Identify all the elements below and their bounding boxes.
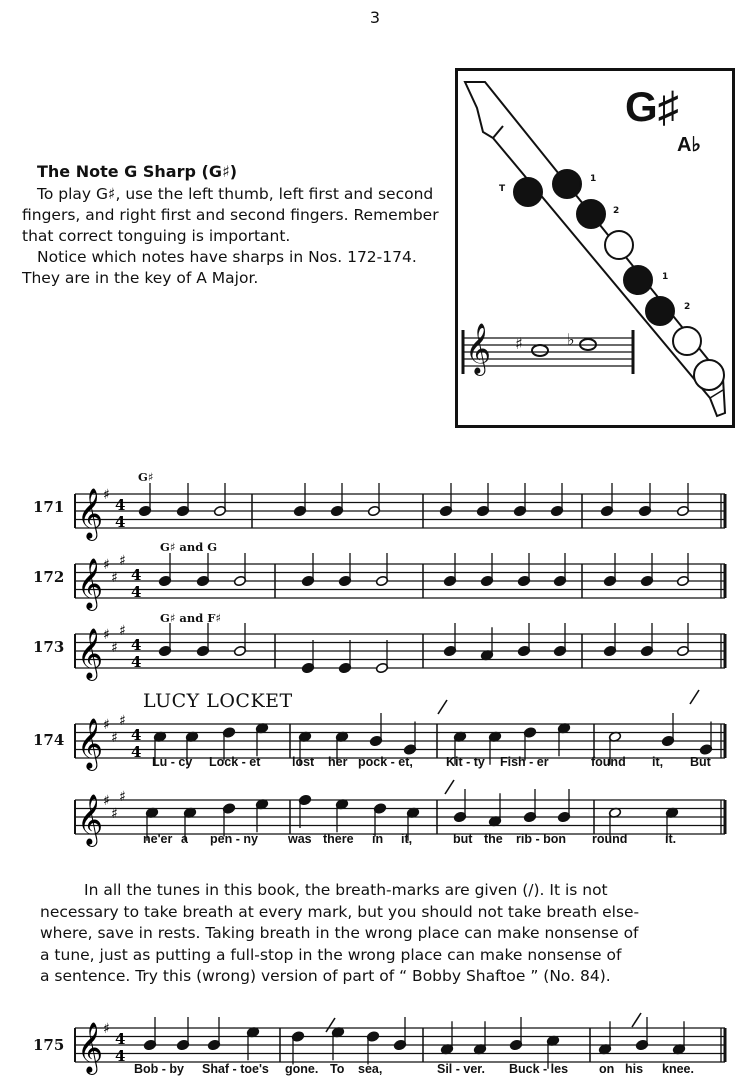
lyric: her: [328, 755, 348, 769]
lyric: found: [591, 755, 626, 769]
lyric: the: [484, 832, 503, 846]
key-sharp-icon: ♯: [111, 729, 118, 746]
intro-line-1: To play G♯, use the left thumb, left first and second: [37, 185, 434, 203]
time-sig-top: 4: [131, 636, 142, 654]
sharp-icon: ♯: [515, 334, 523, 353]
lyric: To: [330, 1062, 345, 1076]
exercise-number-174: 174: [33, 731, 65, 749]
label-thumb: T: [499, 184, 506, 194]
lyric: ne'er: [143, 832, 173, 846]
lyric: Lu - cy: [152, 755, 193, 769]
lyric: it,: [401, 832, 413, 846]
breath-mark-icon: [438, 700, 447, 714]
key-sharp-icon: ♯: [119, 552, 126, 569]
lyric: Shaf - toe's: [202, 1062, 269, 1076]
label-r1: 1: [662, 272, 669, 282]
key-sharp-icon: ♯: [111, 569, 118, 586]
annotation-173: G♯ and F♯: [160, 611, 221, 625]
lyric: Buck - les: [509, 1062, 569, 1076]
lyric: pock - et,: [358, 755, 413, 769]
time-sig-top: 4: [115, 496, 126, 514]
lyric: on: [599, 1062, 615, 1076]
breath-mark-icon: [632, 1013, 641, 1027]
section-heading: The Note G Sharp (G♯): [37, 162, 238, 181]
exercise-number-171: 171: [33, 498, 65, 516]
time-sig-top: 4: [115, 1030, 126, 1048]
body-line-4: a tune, just as putting a full-stop in the wrong place can make nonsense of: [40, 945, 622, 964]
annotation-172: G♯ and G: [160, 540, 218, 554]
time-sig-top: 4: [131, 726, 142, 744]
breath-marks-paragraph: [40, 880, 730, 988]
lyric: lost: [292, 755, 315, 769]
key-sharp-icon: ♯: [119, 622, 126, 639]
body-line-3: where, save in rests. Taking breath in the wrong place can make nonsense of: [40, 924, 639, 942]
annotation-171: G♯: [138, 470, 154, 484]
lyric: it,: [652, 755, 664, 769]
lyric: Kit - ty: [446, 755, 485, 769]
flat-icon: ♭: [567, 330, 575, 349]
lyric: in: [372, 832, 384, 846]
time-sig-bottom: 4: [115, 1047, 126, 1065]
key-sharp-icon: ♯: [119, 788, 126, 805]
lyric: sea,: [358, 1062, 383, 1076]
label-r2: 2: [684, 302, 691, 312]
treble-clef-icon: 𝄞: [465, 323, 492, 374]
body-line-2: necessary to take breath at every mark, but you should not take breath else-: [40, 902, 640, 921]
lyric: his: [625, 1062, 644, 1076]
key-sharp-icon: ♯: [103, 717, 110, 733]
treble-clef-icon: 𝄞: [77, 558, 104, 609]
lyric: but: [453, 832, 473, 846]
lyric: pen - ny: [210, 832, 258, 846]
time-sig-bottom: 4: [115, 513, 126, 531]
lyric: round: [592, 832, 628, 846]
note-name-aflat: A♭: [677, 134, 701, 156]
intro-line-4: Notice which notes have sharps in Nos. 172-174.: [37, 248, 417, 266]
breath-mark-icon: [690, 690, 699, 704]
key-sharp-icon: ♯: [103, 627, 110, 643]
exercise-number-175: 175: [33, 1036, 65, 1054]
intro-line-3: that correct tonguing is important.: [22, 227, 291, 245]
treble-clef-icon: 𝄞: [77, 1022, 104, 1073]
exercise-number-173: 173: [33, 638, 65, 656]
lyric: a: [181, 832, 188, 846]
label-l2: 2: [613, 206, 620, 216]
key-sharp-icon: ♯: [111, 805, 118, 822]
intro-line-5: They are in the key of A Major.: [22, 269, 259, 287]
lyric: But: [690, 755, 711, 769]
time-sig-bottom: 4: [131, 743, 142, 761]
intro-line-2: fingers, and right first and second fingers. Remember: [22, 206, 439, 224]
treble-clef-icon: 𝄞: [77, 488, 104, 539]
lyric: Bob - by: [134, 1062, 184, 1076]
time-sig-top: 4: [131, 566, 142, 584]
lyric: gone.: [285, 1062, 319, 1076]
page-number: 3: [369, 8, 381, 27]
body-line-1: In all the tunes in this book, the breath-marks are given (/). It is not: [84, 881, 608, 899]
lyric: there: [323, 832, 354, 846]
treble-clef-icon: 𝄞: [77, 628, 104, 679]
key-sharp-icon: ♯: [103, 487, 110, 503]
lyric: Fish - er: [500, 755, 549, 769]
lyric: Sil - ver.: [437, 1062, 485, 1076]
song-title: LUCY LOCKET: [143, 690, 293, 712]
treble-clef-icon: 𝄞: [77, 794, 104, 845]
lyric: was: [288, 832, 312, 846]
note-name-gsharp: G♯: [625, 83, 679, 130]
exercise-number-172: 172: [33, 568, 65, 586]
key-sharp-icon: ♯: [103, 557, 110, 573]
lyric: knee.: [662, 1062, 694, 1076]
label-l1: 1: [590, 174, 597, 184]
treble-clef-icon: 𝄞: [77, 718, 104, 769]
lyric: rib - bon: [516, 832, 566, 846]
breath-mark-icon: [445, 780, 454, 794]
key-sharp-icon: ♯: [111, 639, 118, 656]
key-sharp-icon: ♯: [103, 1021, 110, 1037]
lyric: it.: [665, 832, 677, 846]
key-sharp-icon: ♯: [103, 793, 110, 809]
lyric: Lock - et: [209, 755, 261, 769]
key-sharp-icon: ♯: [119, 712, 126, 729]
time-sig-bottom: 4: [131, 583, 142, 601]
body-line-5: a sentence. Try this (wrong) version of part of “ Bobby Shaftoe ” (No. 84).: [40, 967, 611, 985]
time-sig-bottom: 4: [131, 653, 142, 671]
